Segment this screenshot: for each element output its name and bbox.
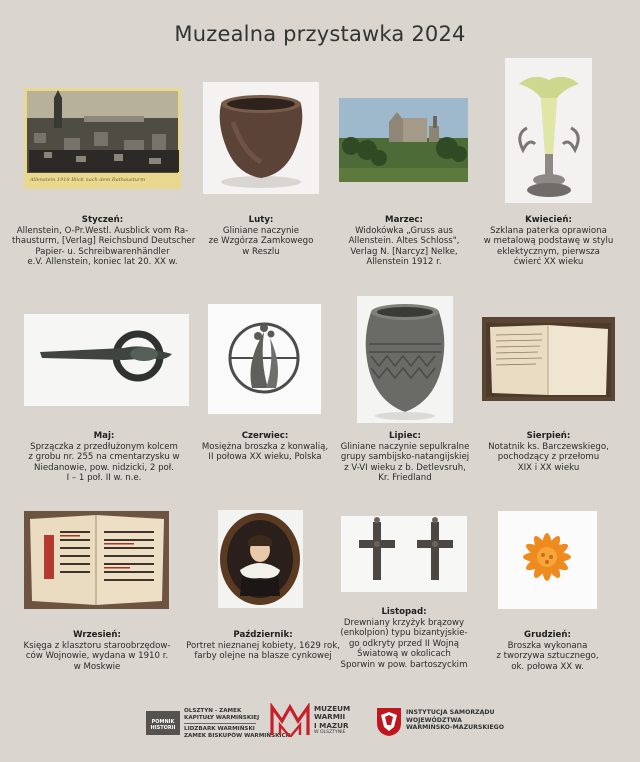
- caption-august: Sierpień: Notatnik ks. Barczewskiego, pochodzący z przełomu XIX i XX wieku: [482, 431, 615, 473]
- postcard-old-castle-photo: [339, 98, 468, 182]
- caption-march: Marzec: Widokówka „Gruss aus Allenstein. Altes Schloss", Verlag N. [Narcyz] Nelke, Allenstein 1912 r.: [337, 215, 471, 268]
- plastic-flower-brooch-photo: [498, 511, 597, 609]
- caption-april: Kwiecień: Szklana paterka oprawiona w metalową podstawę w stylu eklektycznym, pierwsza ćwierć XX wieku: [476, 215, 621, 268]
- postcard-inscription: Allenstein 1918 Blick nach dem Rathausturm: [30, 177, 146, 183]
- samorzad-name: INSTYTUCJA SAMORZĄDU WOJEWÓDZTWA WARMIŃSKO-MAZURSKIEGO: [406, 709, 504, 732]
- olsztyn-castle-text: OLSZTYN - ZAMEK KAPITUŁY WARMIŃSKIEJ: [184, 708, 260, 721]
- month-may: Maj:: [93, 431, 115, 441]
- postcard-allenstein-photo: [24, 88, 181, 189]
- muzeum-name: MUZEUM WARMII I MAZUR W OLSZTYNIE: [314, 704, 351, 736]
- muzeum-mw-logo-icon: [270, 703, 310, 737]
- barczewski-notebook-photo: [482, 317, 615, 401]
- month-september: Wrzesień:: [73, 630, 121, 640]
- glass-epergne-photo: [505, 58, 592, 203]
- buckle-photo: [24, 314, 189, 406]
- caption-october: Październik: Portret nieznanej kobiety, 1629 rok, farby olejne na blasze cynkowej: [186, 630, 340, 662]
- month-january: Styczeń:: [81, 215, 124, 225]
- old-believers-book-photo: [24, 511, 169, 609]
- sepulchral-vessel-photo: [357, 296, 453, 423]
- logo1-divider: [184, 723, 256, 724]
- pomnik-historii-badge: POMNIK HISTORII: [146, 711, 180, 735]
- month-october: Październik:: [233, 630, 293, 640]
- month-august: Sierpień:: [526, 431, 571, 441]
- clay-vessel-reszel-photo: [203, 82, 319, 194]
- month-april: Kwiecień:: [525, 215, 572, 225]
- month-february: Luty:: [248, 215, 274, 225]
- lily-brooch-photo: [208, 304, 321, 414]
- lidzbark-castle-text: LIDZBARK WARMIŃSKI ZAMEK BISKUPÓW WARMIŃSKICH: [184, 726, 291, 739]
- encolpion-crosses-photo: [341, 516, 467, 592]
- month-december: Grudzień:: [524, 630, 571, 640]
- month-november: Listopad:: [381, 607, 427, 617]
- caption-june: Czerwiec: Mosiężna broszka z konwalią, II połowa XX wieku, Polska: [191, 431, 339, 463]
- caption-january: Styczeń: Allenstein, O-Pr.Westl. Ausblick vom Ra- thausturm, [Verlag] Reichsbund Deutscher Papier- u. Schreibwarenhändler e.V. Allenstein, koniec lat 20. XX w.: [12, 215, 196, 268]
- herb-warmia-mazury-icon: [376, 707, 402, 737]
- month-june: Czerwiec:: [241, 431, 289, 441]
- caption-may: Maj: Sprzączka z przedłużonym kolcem z grobu nr. 255 na cmentarzysku w Niedanowie, pow. nidzicki, 2 poł. I – 1 poł. II w. n.e.: [18, 431, 190, 484]
- footer-logos: [0, 695, 640, 755]
- month-march: Marzec:: [385, 215, 423, 225]
- caption-september: Wrzesień: Księga z klasztoru staroobrzędow- ców Wojnowie, wydana w 1910 r. w Moskwie: [14, 630, 180, 672]
- portrait-woman-photo: [218, 510, 303, 608]
- caption-december: Grudzień: Broszka wykonana z tworzywa sztucznego, ok. połowa XX w.: [481, 630, 614, 672]
- page-title: Muzealna przystawka 2024: [174, 22, 466, 46]
- caption-november: Listopad: Drewniany krzyżyk brązowy (enkolpion) typu bizantyjskie- go odkryty przed II Wojną Światową w okolicach Sporwin w pow. bartoszyckim: [337, 607, 471, 671]
- caption-july: Lipiec: Gliniane naczynie sepulkralne grupy sambijsko-natangijskiej z V-VI wieku z b. Detlevsruh, Kr. Friedland: [334, 431, 476, 484]
- month-july: Lipiec:: [389, 431, 421, 441]
- caption-february: Luty: Gliniane naczynie ze Wzgórza Zamkowego w Reszlu: [195, 215, 327, 257]
